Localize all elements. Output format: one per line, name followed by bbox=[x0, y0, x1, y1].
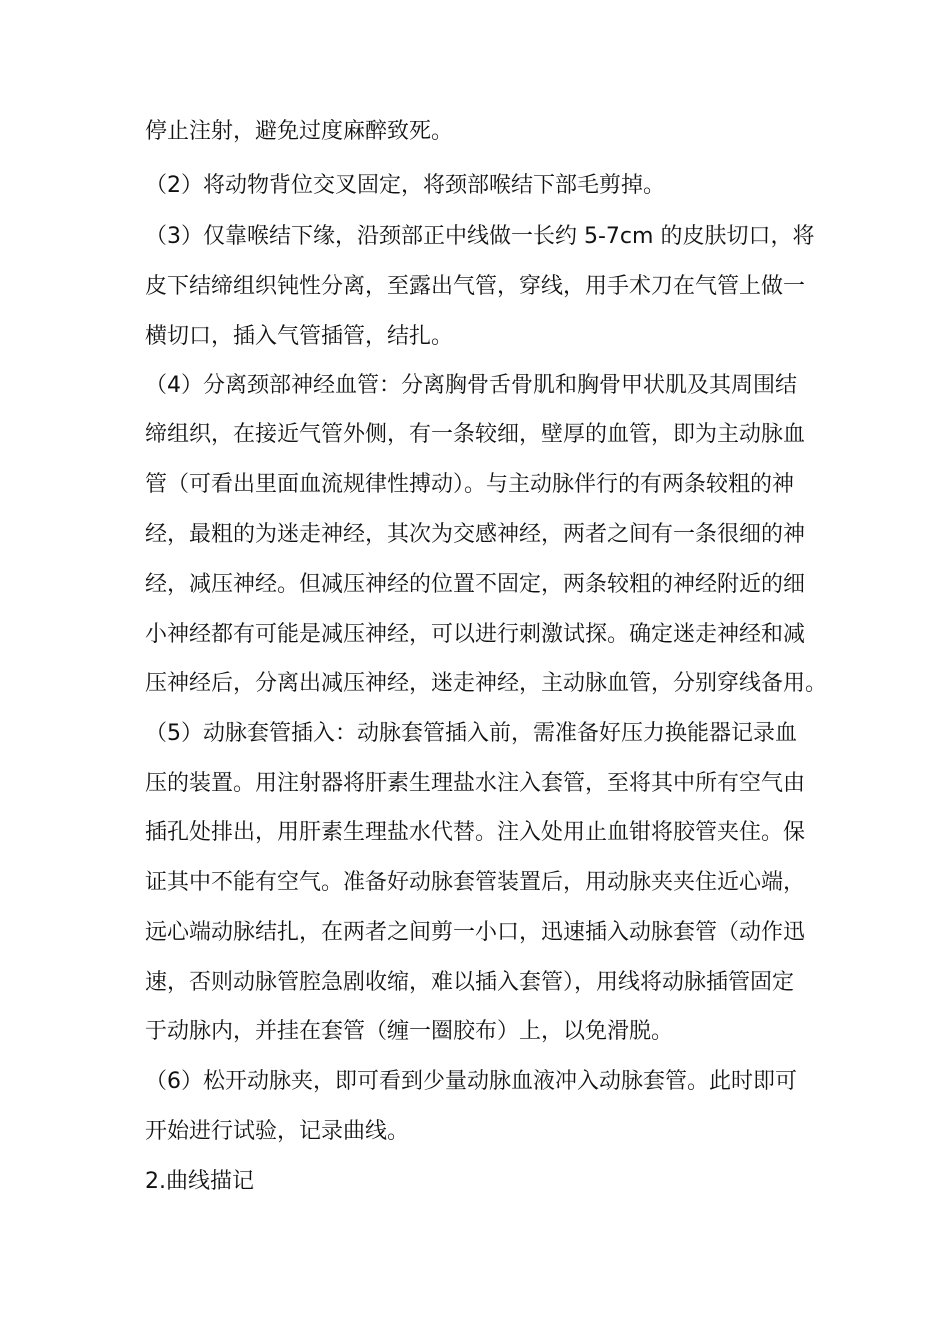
text-line: 证其中不能有空气。准备好动脉套管装置后，用动脉夹夹住近心端， bbox=[145, 870, 806, 895]
text-line: 于动脉内，并挂在套管（缠一圈胶布）上，以免滑脱。 bbox=[145, 1019, 674, 1044]
text-line: 缔组织，在接近气管外侧，有一条较细，壁厚的血管，即为主动脉血 bbox=[145, 422, 806, 447]
text-line: （5）动脉套管插入：动脉套管插入前，需准备好压力换能器记录血 bbox=[145, 721, 797, 746]
text-line: 皮下结缔组织钝性分离，至露出气管，穿线，用手术刀在气管上做一 bbox=[145, 274, 806, 299]
text-line: 经，最粗的为迷走神经，其次为交感神经，两者之间有一条很细的神 bbox=[145, 522, 806, 547]
text-line: 经，减压神经。但减压神经的位置不固定，两条较粗的神经附近的细 bbox=[145, 572, 806, 597]
text-line: 压神经后，分离出减压神经，迷走神经，主动脉血管，分别穿线备用。 bbox=[145, 671, 828, 696]
text-line: （4）分离颈部神经血管：分离胸骨舌骨肌和胸骨甲状肌及其周围结 bbox=[145, 373, 797, 398]
text-line: 速，否则动脉管腔急剧收缩，难以插入套管），用线将动脉插管固定 bbox=[145, 970, 795, 995]
text-line: 小神经都有可能是减压神经，可以进行刺激试探。确定迷走神经和减 bbox=[145, 622, 806, 647]
text-line: 压的装置。用注射器将肝素生理盐水注入套管，至将其中所有空气由 bbox=[145, 771, 806, 796]
text-line: 插孔处排出，用肝素生理盐水代替。注入处用止血钳将胶管夹住。保 bbox=[145, 820, 806, 845]
text-line: 停止注射，避免过度麻醉致死。 bbox=[145, 119, 454, 144]
section-heading: 2.曲线描记 bbox=[145, 1169, 254, 1194]
text-line: 开始进行试验，记录曲线。 bbox=[145, 1119, 410, 1144]
text-line: （3）仅靠喉结下缘，沿颈部正中线做一长约 5-7cm 的皮肤切口，将 bbox=[145, 224, 815, 249]
text-line: （6）松开动脉夹，即可看到少量动脉血液冲入动脉套管。此时即可 bbox=[145, 1069, 797, 1094]
text-line: （2）将动物背位交叉固定，将颈部喉结下部毛剪掉。 bbox=[145, 173, 665, 198]
text-line: 横切口，插入气管插管，结扎。 bbox=[145, 324, 454, 349]
text-line: 远心端动脉结扎，在两者之间剪一小口，迅速插入动脉套管（动作迅 bbox=[145, 920, 806, 945]
text-line: 管（可看出里面血流规律性搏动）。与主动脉伴行的有两条较粗的神 bbox=[145, 472, 795, 497]
